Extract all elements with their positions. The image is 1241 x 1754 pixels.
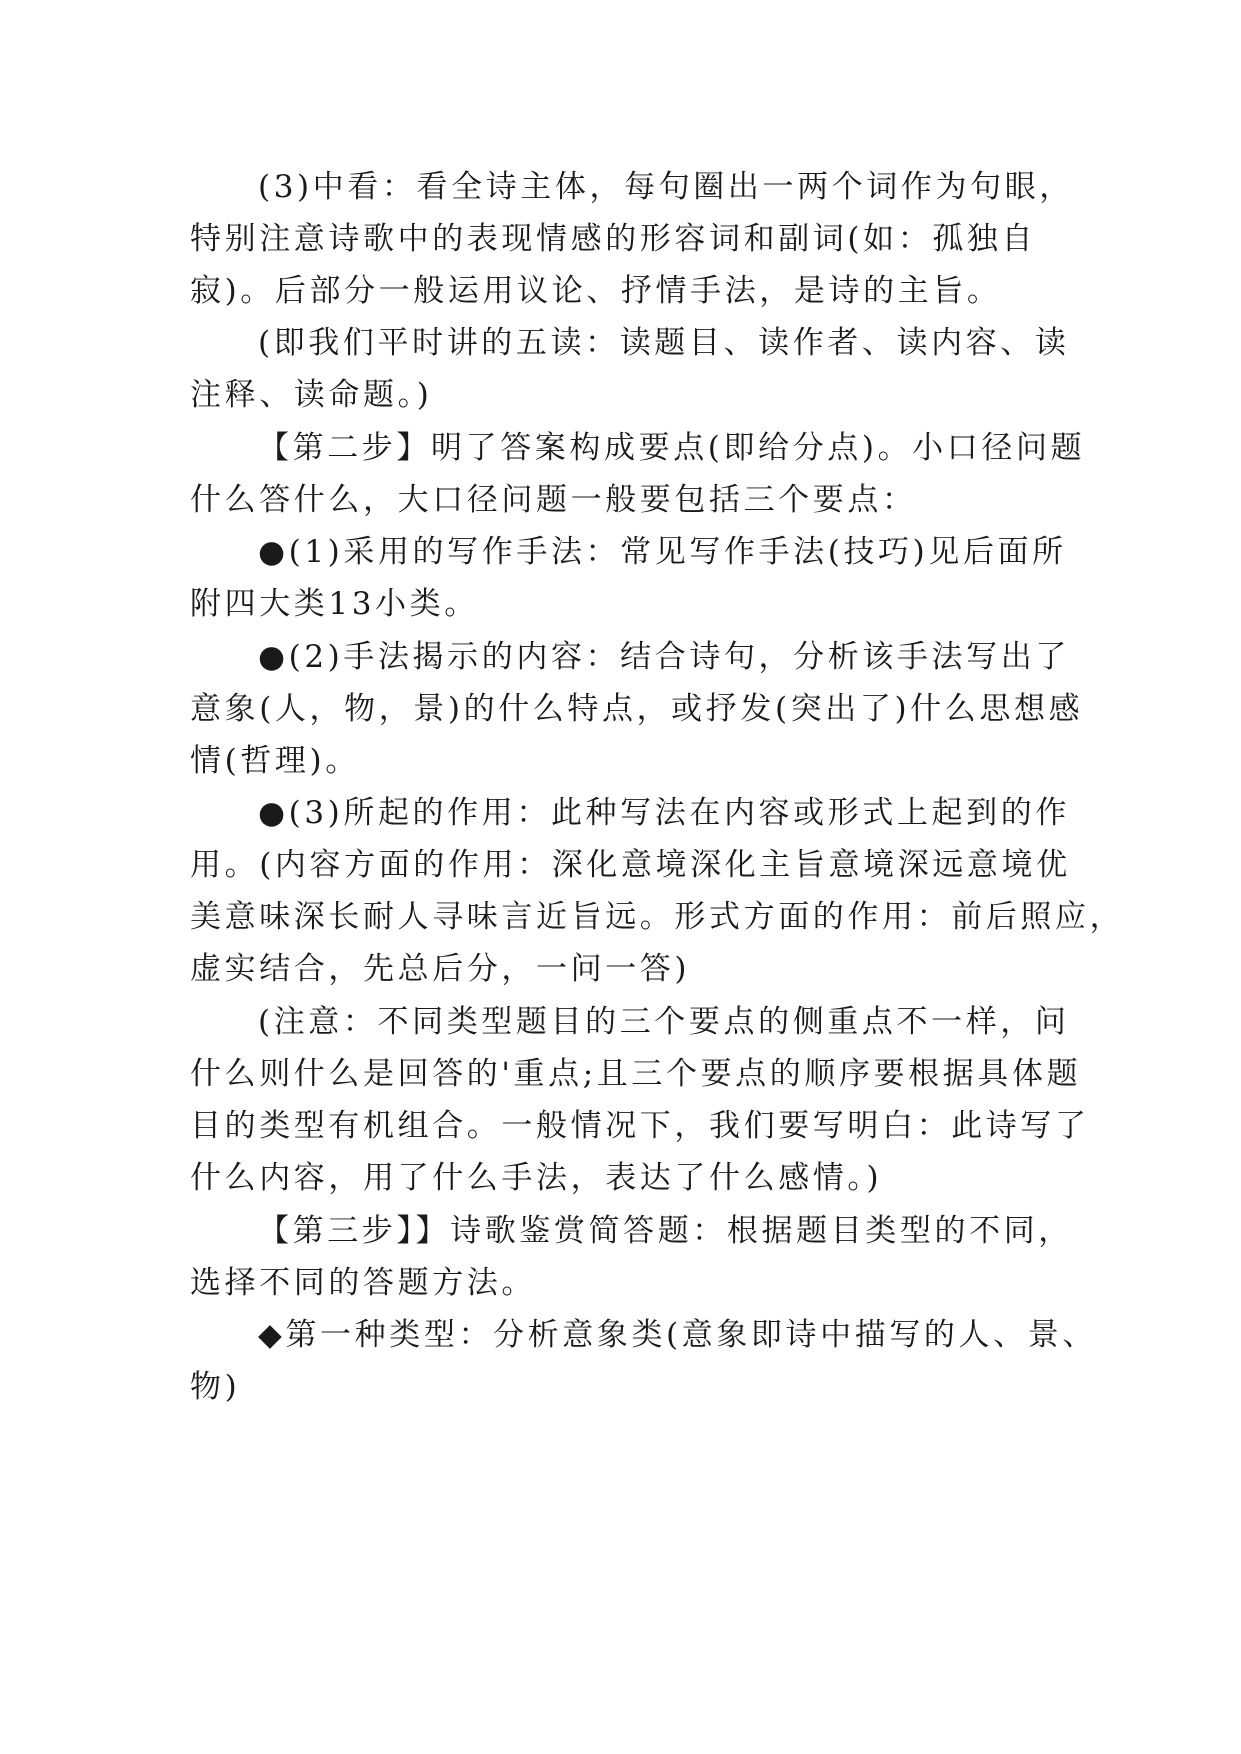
bullet-item: ●(3)所起的作用：此种写法在内容或形式上起到的作 [258, 795, 1070, 831]
text-line: (3)中看：看全诗主体，每句圈出一两个词作为句眼， [258, 169, 1074, 205]
text-line: 虚实结合，先总后分，一问一答) [190, 951, 691, 987]
text-line: 注释、读命题。) [190, 377, 433, 413]
text-line: 什么内容，用了什么手法，表达了什么感情。) [190, 1160, 883, 1196]
text-line: 什么答什么，大口径问题一般要包括三个要点： [190, 482, 917, 518]
text-line: 特别注意诗歌中的表现情感的形容词和副词(如：孤独自 [190, 221, 1037, 257]
step-heading: 【第二步】明了答案构成要点(即给分点)。小口径问题 [258, 430, 1086, 466]
text-line: (注意：不同类型题目的三个要点的侧重点不一样，问 [258, 1004, 1070, 1040]
step-heading: 【第三步】】诗歌鉴赏简答题：根据题目类型的不同， [258, 1213, 1073, 1249]
text-line: (即我们平时讲的五读：读题目、读作者、读内容、读 [258, 325, 1070, 361]
text-line: 附四大类13小类。 [190, 586, 479, 622]
text-line: 选择不同的答题方法。 [190, 1265, 536, 1301]
text-line: 意象(人，物，景)的什么特点，或抒发(突出了)什么思想感 [190, 691, 1084, 727]
text-line: 寂)。后部分一般运用议论、抒情手法，是诗的主旨。 [190, 273, 1002, 309]
bullet-item: ●(1)采用的写作手法：常见写作手法(技巧)见后面所 [258, 534, 1067, 570]
text-line: 什么则什么是回答的'重点;且三个要点的顺序要根据具体题 [190, 1056, 1082, 1092]
type-heading: ◆第一种类型：分析意象类(意象即诗中描写的人、景、 [258, 1317, 1097, 1353]
bullet-item: ●(2)手法揭示的内容：结合诗句，分析该手法写出了 [258, 639, 1070, 675]
text-line: 美意味深长耐人寻味言近旨远。形式方面的作用：前后照应， [190, 899, 1125, 935]
text-line: 目的类型有机组合。一般情况下，我们要写明白：此诗写了 [190, 1108, 1090, 1144]
text-line: 情(哲理)。 [190, 743, 360, 779]
text-line: 用。(内容方面的作用：深化意境深化主旨意境深远意境优 [190, 847, 1071, 883]
text-line: 物) [190, 1369, 241, 1405]
